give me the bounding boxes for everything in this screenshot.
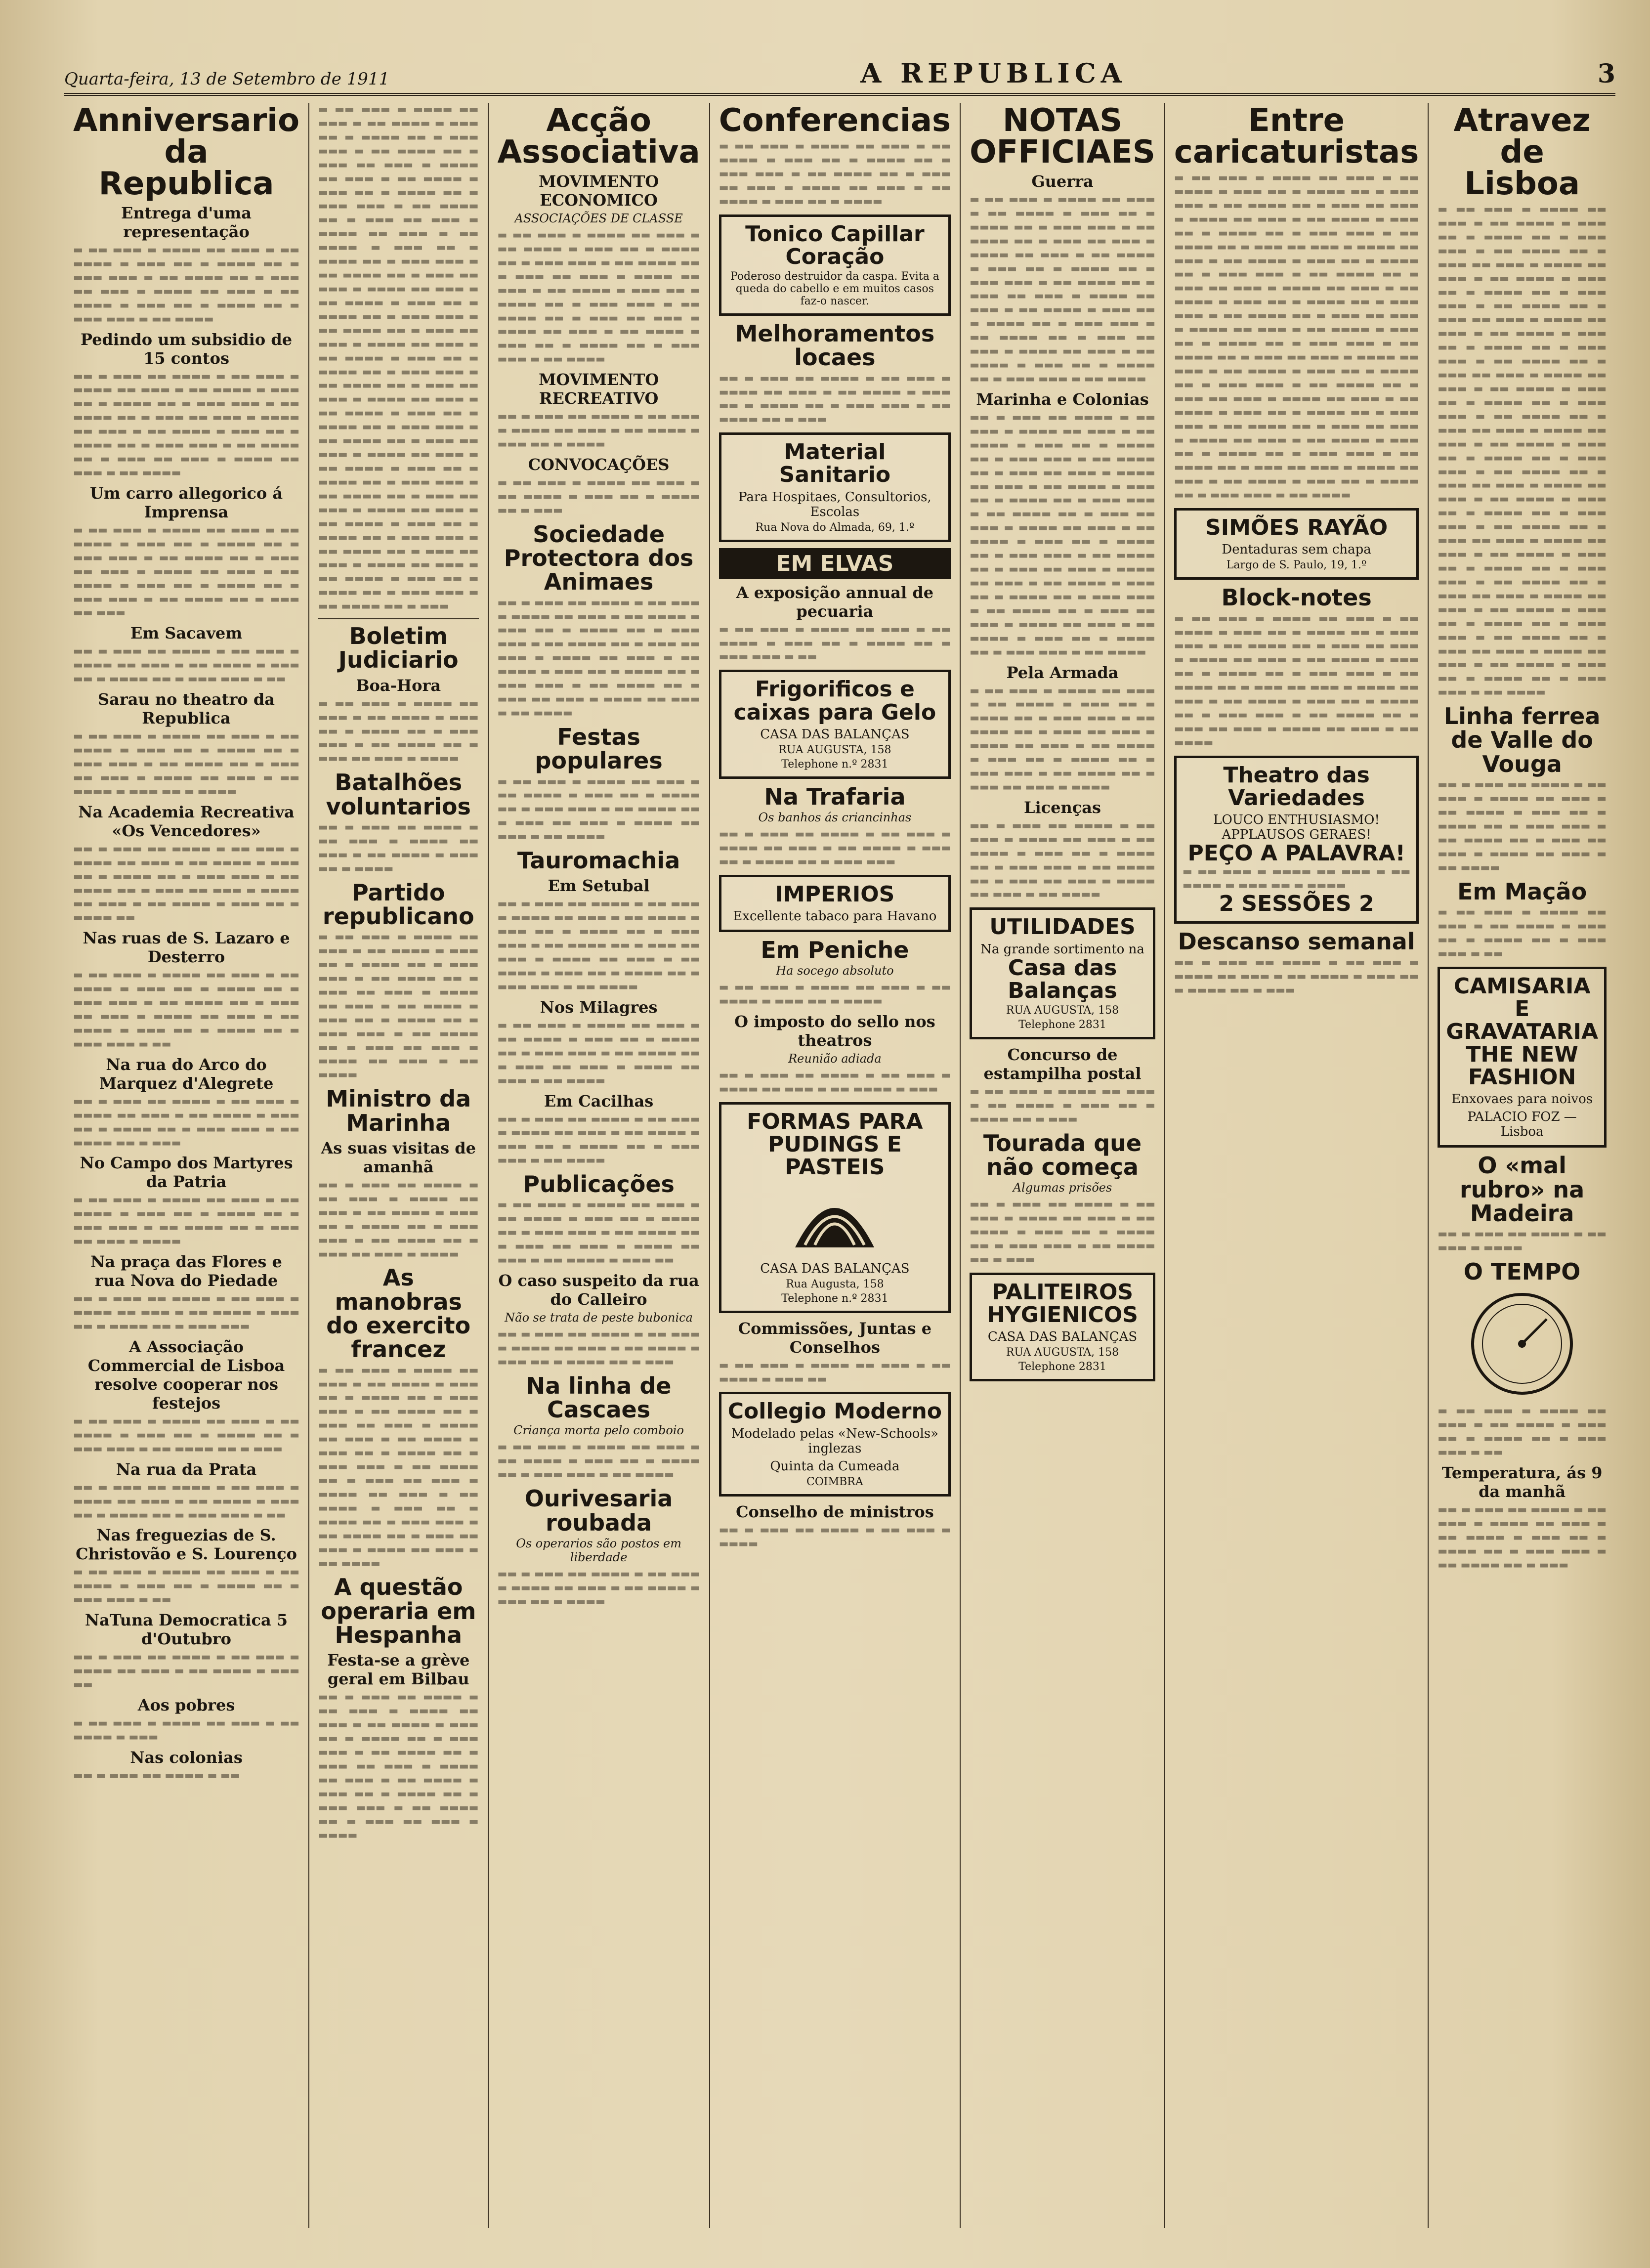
- ad-body: ▬ ▬▬ ▬▬▬ ▬ ▬▬▬▬ ▬▬ ▬▬▬ ▬ ▬▬ ▬▬▬▬ ▬ ▬▬▬ ▬▬ ▬ ▬▬▬▬: [1182, 865, 1411, 892]
- article-text: ▬▬ ▬ ▬▬▬ ▬▬ ▬▬▬▬ ▬ ▬▬ ▬▬▬ ▬ ▬▬▬▬ ▬▬ ▬▬▬ ▬ ▬▬ ▬▬▬▬ ▬ ▬▬▬ ▬▬ ▬ ▬▬▬▬ ▬▬ ▬ ▬▬▬ ▬▬▬ ▬ ▬▬ ▬▬▬▬ ▬▬ ▬ ▬▬▬: [73, 1095, 300, 1149]
- ad-text: LOUCO ENTHUSIASMO! APPLAUSOS GERAES!: [1213, 813, 1380, 843]
- ad-title: IMPERIOS: [775, 881, 895, 907]
- subhead: MOVIMENTO RECREATIVO: [538, 370, 659, 408]
- subhead: Sarau no theatro da Republica: [98, 690, 275, 728]
- section-batalhoes: Batalhões voluntarios: [326, 769, 471, 820]
- section-linha-cascaes: Na linha de Cascaes: [526, 1372, 672, 1423]
- article-text: ▬▬ ▬ ▬▬▬ ▬▬ ▬▬▬▬ ▬ ▬▬ ▬▬▬ ▬ ▬▬▬▬ ▬▬ ▬▬▬ ▬ ▬▬ ▬▬▬▬ ▬ ▬▬▬ ▬▬ ▬ ▬▬▬▬ ▬▬ ▬ ▬▬▬ ▬▬▬ ▬ ▬▬ ▬▬▬▬ ▬▬ ▬ ▬▬▬: [1438, 1503, 1607, 1571]
- section-manobras: As manobras do exercito francez: [326, 1264, 471, 1363]
- article-text: ▬ ▬▬ ▬▬▬ ▬ ▬▬▬▬ ▬▬ ▬▬▬ ▬ ▬▬ ▬▬▬▬ ▬ ▬▬▬ ▬▬ ▬ ▬▬▬▬ ▬▬ ▬ ▬▬▬ ▬▬▬ ▬ ▬▬ ▬▬▬▬ ▬▬ ▬ ▬▬▬ ▬▬ ▬▬▬ ▬ ▬▬▬▬ ▬▬ ▬▬▬ ▬ ▬▬ ▬▬▬▬ ▬ ▬▬▬ ▬▬ ▬ ▬▬▬▬ ▬▬ ▬ ▬▬▬ ▬▬▬ ▬ ▬▬ ▬▬▬▬ ▬▬ ▬ ▬▬▬ ▬▬ ▬▬▬ ▬ ▬▬▬▬ ▬▬ ▬▬▬ ▬ ▬▬ ▬▬▬▬ ▬ ▬▬▬ ▬▬ ▬ ▬▬▬▬ ▬▬ ▬ ▬▬▬ ▬▬▬ ▬ ▬▬ ▬▬▬▬ ▬▬ ▬ ▬▬▬ ▬▬ ▬▬▬ ▬ ▬▬▬▬ ▬▬ ▬▬▬ ▬ ▬▬ ▬▬▬▬ ▬ ▬▬▬ ▬▬ ▬ ▬▬▬▬ ▬▬ ▬ ▬▬▬ ▬▬▬ ▬ ▬▬ ▬▬▬▬ ▬▬ ▬ ▬▬▬ ▬▬ ▬▬▬ ▬ ▬▬▬▬ ▬▬ ▬▬▬ ▬ ▬▬ ▬▬▬▬ ▬ ▬▬▬ ▬▬ ▬ ▬▬▬▬ ▬▬ ▬ ▬▬▬ ▬▬▬ ▬ ▬▬ ▬▬▬▬ ▬▬ ▬ ▬▬▬ ▬▬ ▬▬▬ ▬ ▬▬▬▬ ▬▬ ▬▬▬ ▬ ▬▬ ▬▬▬▬ ▬ ▬▬▬ ▬▬ ▬ ▬▬▬▬ ▬▬ ▬ ▬▬▬ ▬▬▬ ▬ ▬▬ ▬▬▬▬ ▬▬ ▬ ▬▬▬ ▬▬ ▬▬▬ ▬ ▬▬▬▬ ▬▬ ▬▬▬ ▬ ▬▬ ▬▬▬▬ ▬ ▬▬▬ ▬▬ ▬ ▬▬▬▬ ▬▬ ▬ ▬▬▬ ▬▬▬ ▬ ▬▬ ▬▬▬▬ ▬▬ ▬ ▬▬▬ ▬▬ ▬▬▬ ▬ ▬▬▬▬ ▬▬ ▬▬▬ ▬ ▬▬ ▬▬▬▬ ▬ ▬▬▬ ▬▬ ▬ ▬▬▬▬ ▬▬ ▬ ▬▬▬ ▬▬▬ ▬ ▬▬ ▬▬▬▬ ▬▬ ▬ ▬▬▬ ▬▬ ▬▬▬ ▬ ▬▬▬▬ ▬▬ ▬▬▬ ▬ ▬▬ ▬▬▬▬ ▬ ▬▬▬ ▬▬ ▬ ▬▬▬▬ ▬▬ ▬ ▬▬▬ ▬▬▬ ▬ ▬▬ ▬▬▬▬: [1174, 171, 1419, 501]
- column-3: [489, 103, 710, 2228]
- subhead: Conselho de ministros: [736, 1502, 934, 1521]
- ad-formas-pudings: [719, 1102, 951, 1313]
- ad-text: Dentaduras sem chapa: [1222, 542, 1371, 557]
- section-em-macao: Em Mação: [1457, 878, 1587, 905]
- article-text: ▬ ▬▬ ▬▬▬ ▬ ▬▬▬▬ ▬▬ ▬▬▬ ▬ ▬▬ ▬▬▬▬ ▬ ▬▬▬ ▬▬ ▬ ▬▬▬▬ ▬▬ ▬ ▬▬▬ ▬▬▬ ▬ ▬▬: [719, 623, 951, 663]
- ad-address: RUA AUGUSTA, 158: [1006, 1004, 1119, 1017]
- article-text: ▬▬ ▬ ▬▬▬ ▬▬ ▬▬▬▬ ▬ ▬▬ ▬▬▬ ▬ ▬▬▬▬ ▬▬ ▬▬▬ ▬ ▬▬ ▬▬▬▬ ▬ ▬▬▬ ▬▬ ▬ ▬▬▬▬: [497, 410, 700, 450]
- article-text: ▬ ▬▬ ▬▬▬ ▬ ▬▬▬▬ ▬▬ ▬▬▬ ▬ ▬▬ ▬▬▬▬ ▬ ▬▬▬ ▬▬ ▬ ▬▬▬▬ ▬▬ ▬ ▬▬▬ ▬▬▬ ▬ ▬▬ ▬▬▬▬ ▬▬ ▬ ▬▬▬ ▬▬ ▬▬▬ ▬ ▬▬▬▬ ▬▬ ▬▬▬ ▬ ▬▬ ▬▬▬▬ ▬ ▬▬▬ ▬▬ ▬ ▬▬▬▬ ▬▬ ▬ ▬▬▬ ▬▬▬ ▬ ▬▬ ▬▬▬▬ ▬▬ ▬ ▬▬▬ ▬▬ ▬▬▬ ▬ ▬▬▬▬ ▬▬ ▬▬▬ ▬ ▬▬ ▬▬▬▬ ▬ ▬▬▬ ▬▬ ▬ ▬▬▬▬ ▬▬ ▬ ▬▬▬ ▬▬▬ ▬ ▬▬ ▬▬▬▬ ▬▬ ▬ ▬▬▬ ▬▬ ▬▬▬ ▬ ▬▬▬▬ ▬▬ ▬▬▬ ▬ ▬▬ ▬▬▬▬ ▬ ▬▬▬ ▬▬ ▬ ▬▬▬▬ ▬▬ ▬ ▬▬▬ ▬▬▬ ▬ ▬▬ ▬▬▬▬ ▬▬ ▬ ▬▬▬ ▬▬ ▬▬▬ ▬ ▬▬▬▬ ▬▬ ▬▬▬ ▬ ▬▬ ▬▬▬▬ ▬ ▬▬▬ ▬▬ ▬ ▬▬▬▬ ▬▬ ▬ ▬▬▬ ▬▬▬ ▬ ▬▬ ▬▬▬▬ ▬▬ ▬ ▬▬▬ ▬▬ ▬▬▬ ▬ ▬▬▬▬ ▬▬ ▬▬▬ ▬ ▬▬ ▬▬▬▬ ▬ ▬▬▬ ▬▬ ▬ ▬▬▬▬ ▬▬ ▬ ▬▬▬ ▬▬▬ ▬ ▬▬ ▬▬▬▬ ▬▬ ▬ ▬▬▬ ▬▬ ▬▬▬ ▬ ▬▬▬▬ ▬▬ ▬▬▬ ▬ ▬▬ ▬▬▬▬ ▬ ▬▬▬ ▬▬ ▬ ▬▬▬▬ ▬▬ ▬ ▬▬▬ ▬▬▬ ▬ ▬▬ ▬▬▬▬ ▬▬ ▬ ▬▬▬ ▬▬ ▬▬▬ ▬ ▬▬▬▬ ▬▬ ▬▬▬ ▬ ▬▬ ▬▬▬▬ ▬ ▬▬▬ ▬▬ ▬ ▬▬▬▬ ▬▬ ▬ ▬▬▬ ▬▬▬ ▬ ▬▬ ▬▬▬▬ ▬▬ ▬ ▬▬▬ ▬▬ ▬▬▬ ▬ ▬▬▬▬ ▬▬ ▬▬▬ ▬ ▬▬ ▬▬▬▬ ▬ ▬▬▬ ▬▬ ▬ ▬▬▬▬ ▬▬ ▬ ▬▬▬ ▬▬▬ ▬ ▬▬ ▬▬▬▬: [1438, 203, 1607, 698]
- article-text: ▬▬ ▬ ▬▬▬ ▬▬ ▬▬▬▬ ▬ ▬▬ ▬▬▬ ▬ ▬▬▬▬ ▬▬ ▬▬▬ ▬ ▬▬ ▬▬▬▬ ▬ ▬▬▬ ▬▬ ▬ ▬▬▬▬ ▬▬ ▬ ▬▬▬ ▬▬▬ ▬ ▬▬ ▬▬▬▬ ▬▬ ▬ ▬▬▬ ▬▬ ▬▬▬ ▬ ▬▬▬▬: [318, 1178, 479, 1260]
- subhead: Nos Milagres: [540, 997, 658, 1017]
- subhead: Nas ruas de S. Lazaro e Desterro: [83, 929, 290, 967]
- article-text: ▬▬ ▬ ▬▬▬ ▬▬ ▬▬▬▬ ▬ ▬▬ ▬▬▬ ▬ ▬▬▬▬ ▬▬ ▬▬▬ ▬ ▬▬ ▬▬▬▬ ▬ ▬▬▬ ▬▬ ▬ ▬▬▬▬ ▬▬ ▬ ▬▬▬ ▬▬▬ ▬ ▬▬: [73, 1481, 300, 1521]
- ad-address: Rua Augusta, 158: [786, 1278, 884, 1290]
- article-text: ▬▬ ▬ ▬▬▬ ▬▬ ▬▬▬▬ ▬ ▬▬ ▬▬▬ ▬ ▬▬▬▬ ▬▬ ▬▬▬ ▬ ▬▬ ▬▬▬▬ ▬ ▬▬▬ ▬▬ ▬ ▬▬▬▬ ▬▬ ▬ ▬▬▬ ▬▬▬ ▬ ▬▬ ▬▬▬▬ ▬▬ ▬ ▬▬▬ ▬▬ ▬▬▬ ▬ ▬▬▬▬ ▬▬ ▬▬▬ ▬ ▬▬ ▬▬▬▬: [970, 819, 1155, 900]
- subhead: Temperatura, ás 9 da manhã: [1441, 1463, 1603, 1501]
- barometer-icon: [1438, 1289, 1607, 1398]
- column-rule: [318, 618, 478, 619]
- issue-date: Quarta-feira, 13 de Setembro de 1911: [64, 69, 390, 89]
- subhead: Aos pobres: [137, 1696, 235, 1714]
- subhead: MOVIMENTO ECONOMICO: [538, 172, 659, 210]
- subhead: Os banhos ás criancinhas: [758, 811, 912, 825]
- article-text: ▬▬ ▬ ▬▬▬ ▬▬ ▬▬▬▬ ▬ ▬▬ ▬▬▬ ▬ ▬▬▬▬ ▬▬ ▬▬▬ ▬ ▬▬ ▬▬▬▬ ▬ ▬▬▬ ▬▬ ▬ ▬▬▬▬ ▬▬ ▬ ▬▬▬ ▬▬▬ ▬ ▬▬ ▬▬▬▬ ▬▬ ▬ ▬▬▬ ▬▬ ▬▬▬ ▬ ▬▬▬▬ ▬▬ ▬▬▬ ▬ ▬▬ ▬▬▬▬ ▬ ▬▬▬ ▬▬ ▬ ▬▬▬▬ ▬▬ ▬ ▬▬▬ ▬▬▬ ▬ ▬▬ ▬▬▬▬ ▬▬ ▬ ▬▬▬ ▬▬ ▬▬▬ ▬ ▬▬▬▬ ▬▬ ▬▬▬ ▬ ▬▬ ▬▬▬▬ ▬ ▬▬▬ ▬▬ ▬ ▬▬▬▬ ▬▬ ▬ ▬▬▬ ▬▬▬ ▬ ▬▬ ▬▬▬▬ ▬▬ ▬ ▬▬▬ ▬▬ ▬▬▬ ▬ ▬▬▬▬ ▬▬ ▬▬▬ ▬ ▬▬ ▬▬▬▬ ▬ ▬▬▬ ▬▬ ▬ ▬▬▬▬ ▬▬ ▬ ▬▬▬ ▬▬▬ ▬ ▬▬ ▬▬▬▬ ▬▬ ▬ ▬▬▬ ▬▬ ▬▬▬ ▬ ▬▬▬▬ ▬▬ ▬▬▬ ▬ ▬▬ ▬▬▬▬ ▬ ▬▬▬ ▬▬ ▬ ▬▬▬▬ ▬▬ ▬ ▬▬▬ ▬▬▬ ▬ ▬▬ ▬▬▬▬: [970, 411, 1155, 658]
- headline-conferencias: Conferencias: [719, 102, 951, 139]
- column-1: [64, 103, 309, 2228]
- article-text: ▬▬ ▬ ▬▬▬ ▬▬ ▬▬▬▬ ▬ ▬▬ ▬▬▬ ▬ ▬▬▬▬ ▬▬ ▬▬▬ ▬ ▬▬ ▬▬▬▬ ▬ ▬▬▬ ▬▬ ▬ ▬▬▬▬: [318, 820, 479, 874]
- section-tourada: Tourada que não começa: [983, 1129, 1142, 1181]
- article-text: ▬▬ ▬ ▬▬▬ ▬▬ ▬▬▬▬ ▬ ▬▬ ▬▬▬ ▬ ▬▬▬▬ ▬▬ ▬▬▬ ▬ ▬▬ ▬▬▬▬ ▬ ▬▬▬ ▬▬ ▬ ▬▬▬▬ ▬▬ ▬ ▬▬▬ ▬▬▬ ▬ ▬▬: [73, 645, 300, 685]
- article-text: ▬ ▬▬ ▬▬▬ ▬ ▬▬▬▬ ▬▬ ▬▬▬ ▬ ▬▬ ▬▬▬▬ ▬ ▬▬▬ ▬▬ ▬ ▬▬▬▬ ▬▬ ▬ ▬▬▬ ▬▬▬ ▬ ▬▬ ▬▬▬▬ ▬▬ ▬ ▬▬▬ ▬▬ ▬▬▬ ▬ ▬▬▬▬ ▬▬ ▬▬▬ ▬ ▬▬ ▬▬▬▬ ▬ ▬▬▬ ▬▬ ▬ ▬▬▬▬: [719, 140, 951, 207]
- article-text: ▬▬ ▬ ▬▬▬ ▬▬ ▬▬▬▬ ▬ ▬▬ ▬▬▬ ▬ ▬▬▬▬ ▬▬ ▬▬▬ ▬ ▬▬ ▬▬▬▬ ▬ ▬▬▬ ▬▬ ▬ ▬▬▬▬ ▬▬ ▬ ▬▬▬ ▬▬▬ ▬ ▬▬ ▬▬▬▬ ▬▬ ▬ ▬▬▬ ▬▬ ▬▬▬ ▬ ▬▬▬▬ ▬▬ ▬▬▬ ▬ ▬▬ ▬▬▬▬ ▬ ▬▬▬ ▬▬ ▬ ▬▬▬▬ ▬▬ ▬ ▬▬▬ ▬▬▬ ▬ ▬▬ ▬▬▬▬: [497, 898, 700, 992]
- ad-telephone: Telephone 2831: [1018, 1361, 1106, 1373]
- subhead: Festa-se a grève geral em Bilbau: [327, 1651, 470, 1689]
- section-trafaria: Na Trafaria: [764, 783, 906, 810]
- article-text: ▬ ▬▬ ▬▬▬ ▬ ▬▬▬▬ ▬▬ ▬▬▬ ▬ ▬▬ ▬▬▬▬ ▬ ▬▬▬ ▬▬ ▬ ▬▬▬▬ ▬▬ ▬ ▬▬▬ ▬▬▬ ▬ ▬▬ ▬▬▬▬ ▬▬ ▬ ▬▬▬ ▬▬ ▬▬▬ ▬ ▬▬▬▬ ▬▬ ▬▬▬ ▬ ▬▬ ▬▬▬▬ ▬ ▬▬▬ ▬▬ ▬ ▬▬▬▬ ▬▬ ▬ ▬▬▬ ▬▬▬ ▬ ▬▬ ▬▬▬▬ ▬▬ ▬ ▬▬▬ ▬▬ ▬▬▬ ▬ ▬▬▬▬ ▬▬ ▬▬▬ ▬ ▬▬ ▬▬▬▬: [318, 931, 479, 1081]
- section-ministro-marinha: Ministro da Marinha: [326, 1085, 471, 1136]
- article-text: ▬▬ ▬ ▬▬▬ ▬▬ ▬▬▬▬ ▬ ▬▬ ▬▬▬ ▬ ▬▬▬▬ ▬▬ ▬▬▬ ▬ ▬▬ ▬▬▬▬ ▬ ▬▬▬ ▬▬ ▬ ▬▬▬▬ ▬▬ ▬ ▬▬▬ ▬▬▬ ▬ ▬▬ ▬▬▬▬ ▬▬ ▬ ▬▬▬ ▬▬ ▬▬▬ ▬ ▬▬▬▬ ▬▬ ▬▬▬ ▬ ▬▬ ▬▬▬▬ ▬ ▬▬▬ ▬▬ ▬ ▬▬▬▬ ▬▬ ▬ ▬▬▬ ▬▬▬ ▬ ▬▬ ▬▬▬▬ ▬▬ ▬ ▬▬▬ ▬▬ ▬▬▬ ▬ ▬▬▬▬ ▬▬ ▬▬▬ ▬ ▬▬ ▬▬▬▬: [73, 370, 300, 478]
- ad-text: PALACIO FOZ — Lisboa: [1467, 1110, 1577, 1140]
- subhead: Na praça das Flores e rua Nova do Piedade: [90, 1252, 282, 1290]
- ad-text: COIMBRA: [806, 1475, 863, 1488]
- section-festas-populares: Festas populares: [535, 723, 663, 774]
- article-text: ▬ ▬▬ ▬▬▬ ▬ ▬▬▬▬ ▬▬ ▬▬▬ ▬ ▬▬ ▬▬▬▬ ▬ ▬▬▬ ▬▬: [719, 1359, 951, 1385]
- ad-theatro-variedades: [1174, 756, 1419, 924]
- masthead: [64, 54, 1615, 96]
- article-text: ▬▬ ▬ ▬▬▬ ▬▬ ▬▬▬▬ ▬ ▬▬ ▬▬▬ ▬ ▬▬▬▬ ▬▬ ▬▬▬ ▬ ▬▬ ▬▬▬▬ ▬ ▬▬▬ ▬▬ ▬ ▬▬▬▬ ▬▬ ▬ ▬▬▬ ▬▬▬ ▬ ▬▬ ▬▬▬▬ ▬▬ ▬ ▬▬▬: [970, 1198, 1155, 1266]
- section-em-elvas: EM ELVAS: [719, 548, 951, 579]
- ad-text: Poderoso destruidor da caspa. Evita a queda do cabello e em muitos casos faz-o nascer.: [730, 270, 939, 307]
- subhead: Licenças: [1024, 798, 1101, 817]
- section-boletim-judiciario: Boletim Judiciario: [338, 623, 459, 674]
- column-5: [961, 103, 1165, 2228]
- mould-illustration: [727, 1183, 942, 1257]
- section-em-peniche: Em Peniche: [761, 937, 909, 964]
- article-text: ▬ ▬▬ ▬▬▬ ▬ ▬▬▬▬ ▬▬ ▬▬▬ ▬ ▬▬ ▬▬▬▬ ▬ ▬▬▬ ▬▬ ▬ ▬▬▬▬ ▬▬ ▬ ▬▬▬ ▬▬▬ ▬ ▬▬: [1438, 905, 1607, 959]
- subhead: Em Sacavem: [130, 624, 243, 643]
- article-text: ▬ ▬▬ ▬▬▬ ▬ ▬▬▬▬ ▬▬ ▬▬▬ ▬ ▬▬ ▬▬▬▬ ▬ ▬▬▬ ▬▬ ▬ ▬▬▬▬: [719, 981, 951, 1007]
- subhead: Commissões, Juntas e Conselhos: [738, 1319, 932, 1357]
- article-text: ▬ ▬▬ ▬▬▬ ▬ ▬▬▬▬ ▬▬ ▬▬▬ ▬ ▬▬ ▬▬▬▬ ▬ ▬▬▬ ▬▬ ▬ ▬▬▬▬ ▬▬ ▬ ▬▬▬ ▬▬▬ ▬ ▬▬ ▬▬▬▬ ▬▬ ▬ ▬▬▬ ▬▬ ▬▬▬ ▬ ▬▬▬▬ ▬▬ ▬▬▬ ▬ ▬▬ ▬▬▬▬ ▬ ▬▬▬ ▬▬ ▬ ▬▬▬▬ ▬▬ ▬ ▬▬▬ ▬▬▬ ▬ ▬▬ ▬▬▬▬ ▬▬ ▬ ▬▬▬ ▬▬ ▬▬▬: [73, 523, 300, 619]
- article-text: ▬▬ ▬ ▬▬▬ ▬▬ ▬▬▬▬ ▬ ▬▬ ▬▬▬ ▬ ▬▬▬▬ ▬▬ ▬▬▬ ▬ ▬▬ ▬▬▬▬ ▬ ▬▬▬ ▬▬ ▬ ▬▬▬▬ ▬▬ ▬ ▬▬▬ ▬▬▬: [73, 1292, 300, 1332]
- subhead: Na rua da Prata: [116, 1459, 257, 1479]
- subhead: Nas freguezias de S. Christovão e S. Lourenço: [76, 1526, 297, 1564]
- subhead: Pedindo um subsidio de 15 contos: [80, 330, 293, 368]
- article-text: ▬▬ ▬ ▬▬▬ ▬▬ ▬▬▬▬ ▬ ▬▬ ▬▬▬ ▬ ▬▬▬▬ ▬▬ ▬▬▬ ▬ ▬▬ ▬▬▬▬ ▬ ▬▬▬ ▬▬ ▬ ▬▬▬▬ ▬▬ ▬ ▬▬▬ ▬▬▬: [719, 828, 951, 867]
- section-mal-rubro: O «mal rubro» na Madeira: [1460, 1152, 1585, 1227]
- ad-text: Na grande sortimento na: [980, 941, 1144, 957]
- subhead: A Associação Commercial de Lisboa resolve cooperar nos festejos: [87, 1337, 285, 1412]
- article-text: ▬▬ ▬ ▬▬▬ ▬▬ ▬▬▬▬ ▬ ▬▬ ▬▬▬ ▬ ▬▬▬▬ ▬▬ ▬▬▬ ▬ ▬▬ ▬▬▬▬ ▬ ▬▬▬ ▬▬ ▬ ▬▬▬▬ ▬▬ ▬ ▬▬▬ ▬▬▬ ▬ ▬▬ ▬▬▬▬: [497, 1113, 700, 1166]
- article-text: ▬ ▬▬ ▬▬▬ ▬ ▬▬▬▬ ▬▬ ▬▬▬ ▬ ▬▬ ▬▬▬▬ ▬ ▬▬▬ ▬▬ ▬ ▬▬▬▬ ▬▬ ▬ ▬▬▬ ▬▬▬ ▬ ▬▬ ▬▬▬▬ ▬▬ ▬ ▬▬▬ ▬▬ ▬▬▬ ▬ ▬▬▬▬ ▬▬ ▬▬▬ ▬ ▬▬ ▬▬▬▬ ▬ ▬▬▬ ▬▬ ▬ ▬▬▬▬ ▬▬ ▬ ▬▬▬ ▬▬▬ ▬ ▬▬ ▬▬▬▬ ▬▬ ▬ ▬▬▬ ▬▬ ▬▬▬ ▬ ▬▬▬▬ ▬▬ ▬▬▬ ▬ ▬▬ ▬▬▬▬ ▬ ▬▬▬ ▬▬ ▬ ▬▬▬▬ ▬▬ ▬ ▬▬▬ ▬▬▬ ▬ ▬▬ ▬▬▬▬ ▬▬ ▬ ▬▬▬ ▬▬ ▬▬▬ ▬ ▬▬▬▬ ▬▬ ▬▬▬ ▬ ▬▬ ▬▬▬▬ ▬ ▬▬▬ ▬▬ ▬ ▬▬▬▬ ▬▬ ▬ ▬▬▬ ▬▬▬ ▬ ▬▬ ▬▬▬▬ ▬▬ ▬ ▬▬▬ ▬▬ ▬▬▬ ▬ ▬▬▬▬ ▬▬ ▬▬▬ ▬ ▬▬ ▬▬▬▬ ▬ ▬▬▬ ▬▬ ▬ ▬▬▬▬ ▬▬ ▬ ▬▬▬ ▬▬▬ ▬ ▬▬ ▬▬▬▬ ▬▬ ▬ ▬▬▬ ▬▬ ▬▬▬ ▬ ▬▬▬▬ ▬▬ ▬▬▬ ▬ ▬▬ ▬▬▬▬ ▬ ▬▬▬ ▬▬ ▬ ▬▬▬▬ ▬▬ ▬ ▬▬▬ ▬▬▬ ▬ ▬▬ ▬▬▬▬ ▬▬ ▬ ▬▬▬ ▬▬ ▬▬▬ ▬ ▬▬▬▬ ▬▬ ▬▬▬ ▬ ▬▬ ▬▬▬▬ ▬ ▬▬▬ ▬▬ ▬ ▬▬▬▬ ▬▬ ▬ ▬▬▬ ▬▬▬ ▬ ▬▬ ▬▬▬▬ ▬▬ ▬ ▬▬▬ ▬▬ ▬▬▬ ▬ ▬▬▬▬ ▬▬ ▬▬▬ ▬ ▬▬ ▬▬▬▬ ▬ ▬▬▬ ▬▬ ▬ ▬▬▬▬ ▬▬ ▬ ▬▬▬ ▬▬▬ ▬ ▬▬ ▬▬▬▬ ▬▬ ▬ ▬▬▬ ▬▬ ▬▬▬ ▬ ▬▬▬▬ ▬▬ ▬▬▬ ▬ ▬▬ ▬▬▬▬ ▬ ▬▬▬ ▬▬ ▬ ▬▬▬▬ ▬▬ ▬ ▬▬▬ ▬▬▬ ▬ ▬▬ ▬▬▬▬ ▬▬ ▬ ▬▬▬: [318, 103, 479, 612]
- section-valle-do-vouga: Linha ferrea de Valle do Vouga: [1443, 703, 1601, 777]
- headline-entre-caricaturistas: Entre caricaturistas: [1174, 102, 1419, 171]
- article-text: ▬ ▬▬ ▬▬▬ ▬ ▬▬▬▬ ▬▬ ▬▬▬ ▬ ▬▬ ▬▬▬▬ ▬ ▬▬▬ ▬▬ ▬ ▬▬▬▬ ▬▬ ▬ ▬▬▬ ▬▬▬ ▬ ▬▬ ▬▬▬▬ ▬▬ ▬ ▬▬▬ ▬▬ ▬▬▬ ▬ ▬▬▬▬ ▬▬ ▬▬▬ ▬ ▬▬ ▬▬▬▬ ▬ ▬▬▬ ▬▬ ▬ ▬▬▬▬ ▬▬ ▬ ▬▬▬ ▬▬▬ ▬ ▬▬: [73, 969, 300, 1050]
- ad-telephone: Telephone 2831: [1018, 1018, 1106, 1031]
- article-text: ▬ ▬▬ ▬▬▬ ▬ ▬▬▬▬ ▬▬ ▬▬▬ ▬ ▬▬ ▬▬▬▬ ▬ ▬▬▬ ▬▬ ▬ ▬▬▬▬ ▬▬ ▬ ▬▬▬ ▬▬▬ ▬ ▬▬ ▬▬▬▬ ▬▬ ▬ ▬▬▬ ▬▬ ▬▬▬ ▬ ▬▬▬▬ ▬▬ ▬▬▬ ▬ ▬▬ ▬▬▬▬ ▬ ▬▬▬ ▬▬ ▬ ▬▬▬▬ ▬▬ ▬ ▬▬▬ ▬▬▬ ▬ ▬▬ ▬▬▬▬ ▬▬ ▬ ▬▬▬ ▬▬ ▬▬▬ ▬ ▬▬▬▬ ▬▬ ▬▬▬ ▬ ▬▬ ▬▬▬▬ ▬ ▬▬▬ ▬▬ ▬ ▬▬▬▬ ▬▬ ▬ ▬▬▬ ▬▬▬ ▬ ▬▬ ▬▬▬▬ ▬▬ ▬ ▬▬▬ ▬▬ ▬▬▬ ▬ ▬▬▬▬ ▬▬ ▬▬▬ ▬ ▬▬ ▬▬▬▬: [1174, 612, 1419, 748]
- article-text: ▬ ▬▬ ▬▬▬ ▬ ▬▬▬▬ ▬▬ ▬▬▬ ▬ ▬▬ ▬▬▬▬ ▬ ▬▬▬ ▬▬ ▬ ▬▬▬▬ ▬▬ ▬ ▬▬▬ ▬▬▬ ▬ ▬▬: [1438, 1405, 1607, 1458]
- ad-title: Material Sanitario: [779, 439, 891, 488]
- column-6: [1165, 103, 1429, 2228]
- section-partido-republicano: Partido republicano: [322, 879, 474, 930]
- subhead: Concurso de estampilha postal: [983, 1045, 1142, 1083]
- article-text: ▬▬ ▬ ▬▬▬ ▬▬ ▬▬▬▬ ▬ ▬▬ ▬▬▬ ▬ ▬▬▬▬ ▬▬ ▬▬▬ ▬ ▬▬ ▬▬▬▬ ▬ ▬▬▬ ▬▬ ▬ ▬▬▬▬: [497, 1567, 700, 1607]
- article-text: ▬ ▬▬ ▬▬▬ ▬ ▬▬▬▬ ▬▬ ▬▬▬ ▬ ▬▬ ▬▬▬▬ ▬ ▬▬▬ ▬▬ ▬ ▬▬▬▬ ▬▬ ▬ ▬▬▬ ▬▬▬ ▬ ▬▬ ▬▬▬▬: [497, 1441, 700, 1481]
- section-block-notes: Block-notes: [1221, 584, 1372, 611]
- section-sociedade-protectora: Sociedade Protectora dos Animaes: [504, 520, 694, 596]
- article-text: ▬ ▬▬ ▬▬▬ ▬ ▬▬▬▬ ▬▬ ▬▬▬ ▬ ▬▬ ▬▬▬▬ ▬ ▬▬▬ ▬▬ ▬ ▬▬▬▬ ▬▬ ▬ ▬▬▬ ▬▬▬ ▬ ▬▬ ▬▬▬▬ ▬▬ ▬ ▬▬▬ ▬▬ ▬▬▬ ▬ ▬▬▬▬ ▬▬ ▬▬▬ ▬ ▬▬ ▬▬▬▬ ▬ ▬▬▬ ▬▬ ▬ ▬▬▬▬ ▬▬ ▬ ▬▬▬ ▬▬▬ ▬ ▬▬ ▬▬▬▬: [73, 244, 300, 325]
- ad-text: PEÇO A PALAVRA!: [1187, 841, 1405, 866]
- article-text: ▬▬ ▬ ▬▬▬ ▬▬ ▬▬▬▬ ▬ ▬▬ ▬▬▬ ▬ ▬▬▬▬ ▬▬ ▬▬▬ ▬ ▬▬ ▬▬▬▬ ▬ ▬▬▬ ▬▬ ▬ ▬▬▬▬ ▬▬ ▬ ▬▬▬: [1174, 956, 1419, 996]
- headline-accao-associativa: Acção Associativa: [497, 102, 700, 171]
- subhead: Na Academia Recreativa «Os Vencedores»: [78, 802, 295, 840]
- ad-text: Enxovaes para noivos: [1451, 1092, 1593, 1107]
- section-publicacoes: Publicações: [523, 1171, 675, 1198]
- subhead: O imposto do sello nos theatros: [734, 1012, 935, 1050]
- ad-paliteiros: [970, 1273, 1155, 1381]
- column-2: [309, 103, 488, 2228]
- article-text: ▬ ▬▬ ▬▬▬ ▬ ▬▬▬▬ ▬▬ ▬▬▬ ▬ ▬▬ ▬▬▬▬ ▬ ▬▬▬ ▬▬ ▬ ▬▬▬▬ ▬▬ ▬ ▬▬▬ ▬▬▬ ▬ ▬▬ ▬▬▬▬ ▬▬ ▬ ▬▬▬: [73, 1414, 300, 1455]
- article-text: ▬ ▬▬ ▬▬▬ ▬ ▬▬▬▬ ▬▬ ▬▬▬ ▬ ▬▬ ▬▬▬▬ ▬ ▬▬▬ ▬▬ ▬ ▬▬▬▬ ▬▬ ▬ ▬▬▬ ▬▬▬ ▬ ▬▬ ▬▬▬▬ ▬▬ ▬ ▬▬▬ ▬▬ ▬▬▬ ▬ ▬▬▬▬ ▬▬ ▬▬▬ ▬ ▬▬ ▬▬▬▬: [497, 1019, 700, 1086]
- ad-telephone: Telephone n.º 2831: [781, 758, 888, 770]
- article-text: ▬▬ ▬ ▬▬▬ ▬▬ ▬▬▬▬ ▬ ▬▬ ▬▬▬ ▬ ▬▬▬▬ ▬▬ ▬▬▬ ▬ ▬▬ ▬▬▬▬ ▬ ▬▬▬ ▬▬ ▬ ▬▬▬▬ ▬▬ ▬ ▬▬▬ ▬▬▬ ▬ ▬▬ ▬▬▬▬ ▬▬ ▬ ▬▬▬ ▬▬ ▬▬▬ ▬ ▬▬▬▬ ▬▬ ▬▬▬ ▬ ▬▬ ▬▬▬▬ ▬ ▬▬▬ ▬▬ ▬ ▬▬▬▬ ▬▬ ▬ ▬▬▬ ▬▬▬ ▬ ▬▬ ▬▬▬▬ ▬▬ ▬ ▬▬▬ ▬▬ ▬▬▬ ▬ ▬▬▬▬: [318, 1691, 479, 1841]
- ad-text: Excellente tabaco para Havano: [733, 909, 937, 924]
- article-text: ▬ ▬▬ ▬▬▬ ▬ ▬▬▬▬ ▬▬ ▬▬▬ ▬ ▬▬ ▬▬▬▬ ▬ ▬▬▬ ▬▬ ▬ ▬▬▬▬ ▬▬ ▬ ▬▬▬ ▬▬▬ ▬ ▬▬ ▬▬▬▬ ▬▬ ▬ ▬▬▬ ▬▬ ▬▬▬ ▬ ▬▬▬▬ ▬▬ ▬▬▬ ▬ ▬▬ ▬▬▬▬ ▬ ▬▬▬ ▬▬ ▬ ▬▬▬▬ ▬▬ ▬ ▬▬▬ ▬▬▬ ▬ ▬▬ ▬▬▬▬ ▬▬ ▬ ▬▬▬ ▬▬ ▬▬▬ ▬ ▬▬▬▬ ▬▬ ▬▬▬ ▬ ▬▬ ▬▬▬▬ ▬ ▬▬▬ ▬▬ ▬ ▬▬▬▬ ▬▬ ▬ ▬▬▬ ▬▬▬ ▬ ▬▬ ▬▬▬▬: [497, 229, 700, 365]
- subhead: Na rua do Arco do Marquez d'Alegrete: [99, 1055, 274, 1093]
- subhead: Marinha e Colonias: [976, 389, 1149, 409]
- ad-address: Largo de S. Paulo, 19, 1.º: [1226, 559, 1367, 572]
- subhead: Em Setubal: [548, 876, 650, 896]
- ad-material-sanitario: [719, 432, 951, 542]
- subhead: Pela Armada: [1006, 663, 1119, 682]
- column-7: [1429, 103, 1615, 2228]
- article-text: ▬ ▬▬ ▬▬▬ ▬ ▬▬▬▬ ▬▬ ▬▬▬ ▬ ▬▬ ▬▬▬▬ ▬ ▬▬▬ ▬▬ ▬ ▬▬▬▬ ▬▬ ▬ ▬▬▬ ▬▬▬ ▬ ▬▬ ▬▬▬▬ ▬▬ ▬ ▬▬▬ ▬▬ ▬▬▬ ▬ ▬▬▬▬ ▬▬ ▬▬▬ ▬ ▬▬ ▬▬▬▬: [497, 775, 700, 843]
- article-text: ▬▬ ▬ ▬▬▬ ▬▬ ▬▬▬▬ ▬ ▬▬ ▬▬▬ ▬ ▬▬▬▬ ▬▬ ▬▬▬ ▬ ▬▬ ▬▬▬▬ ▬ ▬▬▬ ▬▬ ▬ ▬▬▬▬ ▬▬ ▬ ▬▬▬ ▬▬▬ ▬ ▬▬ ▬▬▬▬ ▬▬ ▬ ▬▬▬ ▬▬ ▬▬▬ ▬ ▬▬▬▬ ▬▬ ▬▬▬ ▬ ▬▬ ▬▬▬▬ ▬ ▬▬▬ ▬▬ ▬ ▬▬▬▬ ▬▬: [73, 842, 300, 924]
- newspaper-name: A REPUBLICA: [860, 57, 1127, 89]
- subhead: Nas colonias: [130, 1748, 243, 1767]
- ad-text: Quinta da Cumeada: [770, 1458, 900, 1474]
- article-text: ▬ ▬▬ ▬▬▬ ▬ ▬▬▬▬ ▬▬ ▬▬▬ ▬ ▬▬ ▬▬▬▬ ▬ ▬▬▬ ▬▬ ▬ ▬▬▬▬ ▬▬ ▬ ▬▬▬: [497, 476, 700, 516]
- subhead: No Campo dos Martyres da Patria: [80, 1154, 293, 1192]
- ad-text: Para Hospitaes, Consultorios, Escolas: [738, 489, 931, 519]
- ad-collegio-moderno: [719, 1392, 951, 1496]
- ad-title: Collegio Moderno: [727, 1399, 942, 1424]
- ad-text: THE NEW FASHION: [1466, 1042, 1578, 1090]
- article-text: ▬ ▬▬ ▬▬▬ ▬ ▬▬▬▬ ▬▬ ▬▬▬ ▬ ▬▬ ▬▬▬▬ ▬ ▬▬▬ ▬▬ ▬ ▬▬▬▬ ▬▬ ▬ ▬▬▬ ▬▬▬ ▬ ▬▬ ▬▬▬▬ ▬▬ ▬ ▬▬▬ ▬▬ ▬▬▬ ▬ ▬▬▬▬: [318, 697, 479, 765]
- headline-atravez-de-lisboa: Atravez de Lisboa: [1453, 102, 1591, 202]
- subhead: Não se trata de peste bubonica: [505, 1311, 693, 1325]
- article-text: ▬ ▬▬ ▬▬▬ ▬ ▬▬▬▬ ▬▬ ▬▬▬ ▬ ▬▬ ▬▬▬▬ ▬ ▬▬▬ ▬▬ ▬ ▬▬▬▬ ▬▬ ▬ ▬▬▬: [970, 1085, 1155, 1125]
- ad-title: CAMISARIA E GRAVATARIA: [1446, 973, 1599, 1044]
- headline-notas-officiaes: NOTAS OFFICIAES: [970, 102, 1155, 171]
- ad-frigorificos: [719, 670, 951, 778]
- article-text: ▬▬ ▬ ▬▬▬ ▬▬ ▬▬▬▬ ▬ ▬▬: [73, 1769, 240, 1781]
- ad-text: Modelado pelas «New-Schools» inglezas: [731, 1426, 939, 1456]
- subhead: Um carro allegorico á Imprensa: [89, 483, 283, 521]
- subhead: Criança morta pelo comboio: [513, 1423, 684, 1438]
- headline-anniversario: Anniversario da Republica: [73, 102, 300, 202]
- ad-imperios: [719, 875, 951, 932]
- section-o-tempo: O TEMPO: [1463, 1258, 1581, 1285]
- column-4: [710, 103, 961, 2228]
- ad-title: Tonico Capillar Coração: [745, 221, 925, 269]
- article-text: ▬ ▬▬ ▬▬▬ ▬ ▬▬▬▬ ▬▬ ▬▬▬ ▬ ▬▬ ▬▬▬▬ ▬ ▬▬▬: [73, 1717, 300, 1743]
- ad-text: Casa das Balanças: [1008, 955, 1117, 1003]
- subhead: A exposição annual de pecuaria: [736, 583, 934, 621]
- subhead: Ha socego absoluto: [776, 964, 894, 978]
- ad-title: SIMÕES RAYÃO: [1205, 515, 1388, 541]
- ad-simoes-rayao: [1174, 508, 1419, 580]
- article-text: ▬▬ ▬ ▬▬▬ ▬▬ ▬▬▬▬ ▬ ▬▬ ▬▬▬ ▬ ▬▬▬▬ ▬▬ ▬▬▬ ▬ ▬▬ ▬▬▬▬ ▬ ▬▬▬: [719, 1069, 951, 1095]
- ad-telephone: Telephone n.º 2831: [781, 1292, 888, 1305]
- subhead: NaTuna Democratica 5 d'Outubro: [85, 1611, 288, 1649]
- subhead: Em Cacilhas: [544, 1091, 654, 1111]
- ad-address: RUA AUGUSTA, 158: [778, 743, 891, 756]
- columns: [64, 103, 1615, 2228]
- article-text: ▬ ▬▬ ▬▬▬ ▬ ▬▬▬▬ ▬▬ ▬▬▬ ▬ ▬▬ ▬▬▬▬ ▬ ▬▬▬ ▬▬ ▬ ▬▬▬▬ ▬▬ ▬ ▬▬▬ ▬▬▬ ▬ ▬▬ ▬▬▬▬ ▬▬ ▬ ▬▬▬ ▬▬ ▬▬▬ ▬ ▬▬▬▬ ▬▬ ▬▬▬ ▬ ▬▬ ▬▬▬▬ ▬ ▬▬▬ ▬▬ ▬ ▬▬▬▬ ▬▬ ▬ ▬▬▬ ▬▬▬ ▬ ▬▬ ▬▬▬▬ ▬▬ ▬ ▬▬▬ ▬▬ ▬▬▬ ▬ ▬▬▬▬ ▬▬ ▬▬▬ ▬ ▬▬ ▬▬▬▬ ▬ ▬▬▬ ▬▬ ▬ ▬▬▬▬ ▬▬ ▬ ▬▬▬ ▬▬▬ ▬ ▬▬ ▬▬▬▬ ▬▬ ▬ ▬▬▬ ▬▬ ▬▬▬ ▬ ▬▬▬▬ ▬▬ ▬▬▬ ▬ ▬▬ ▬▬▬▬: [318, 1364, 479, 1569]
- ad-camisaria-new-fashion: [1438, 967, 1607, 1148]
- subhead: Os operarios são postos em liberdade: [516, 1536, 681, 1564]
- subhead: Reunião adiada: [788, 1052, 882, 1066]
- subhead: Algumas prisões: [1013, 1181, 1112, 1195]
- article-text: ▬▬ ▬ ▬▬▬ ▬▬ ▬▬▬▬ ▬ ▬▬ ▬▬▬ ▬ ▬▬▬▬ ▬▬ ▬▬▬ ▬ ▬▬ ▬▬▬▬ ▬ ▬▬▬ ▬▬ ▬ ▬▬▬▬ ▬▬ ▬ ▬▬▬ ▬▬▬ ▬ ▬▬ ▬▬▬▬ ▬▬ ▬ ▬▬▬ ▬▬ ▬▬▬ ▬ ▬▬▬▬ ▬▬ ▬▬▬ ▬ ▬▬ ▬▬▬▬: [1438, 778, 1607, 873]
- section-ourivesaria: Ourivesaria roubada: [524, 1485, 673, 1536]
- article-text: ▬ ▬▬ ▬▬▬ ▬ ▬▬▬▬ ▬▬ ▬▬▬ ▬ ▬▬ ▬▬▬▬ ▬ ▬▬▬ ▬▬ ▬ ▬▬▬▬ ▬▬ ▬ ▬▬▬ ▬▬▬ ▬ ▬▬ ▬▬▬▬ ▬▬ ▬ ▬▬▬ ▬▬ ▬▬▬ ▬ ▬▬▬▬: [73, 1194, 300, 1247]
- subhead: O caso suspeito da rua do Calleiro: [498, 1271, 699, 1309]
- section-descanso-semanal: Descanso semanal: [1178, 928, 1415, 955]
- article-text: ▬▬ ▬ ▬▬▬ ▬▬ ▬▬▬▬ ▬ ▬▬ ▬▬▬ ▬ ▬▬▬▬: [1438, 1228, 1607, 1254]
- article-text: ▬ ▬▬ ▬▬▬ ▬ ▬▬▬▬ ▬▬ ▬▬▬ ▬ ▬▬ ▬▬▬▬ ▬ ▬▬▬ ▬▬ ▬ ▬▬▬▬ ▬▬ ▬ ▬▬▬ ▬▬▬ ▬ ▬▬ ▬▬▬▬ ▬▬ ▬ ▬▬▬ ▬▬ ▬▬▬ ▬ ▬▬▬▬ ▬▬ ▬▬▬ ▬ ▬▬ ▬▬▬▬ ▬ ▬▬▬ ▬▬ ▬ ▬▬▬▬: [73, 730, 300, 797]
- article-text: ▬▬ ▬ ▬▬▬ ▬▬ ▬▬▬▬ ▬ ▬▬ ▬▬▬ ▬ ▬▬▬▬: [719, 1523, 951, 1549]
- ad-title: UTILIDADES: [989, 914, 1136, 940]
- ad-title: FORMAS PARA PUDINGS E PASTEIS: [747, 1109, 923, 1180]
- ad-text: CASA DAS BALANÇAS: [760, 727, 910, 742]
- subhead: Entrega d'uma representação: [121, 204, 252, 241]
- article-text: ▬▬ ▬ ▬▬▬ ▬▬ ▬▬▬▬ ▬ ▬▬ ▬▬▬ ▬ ▬▬▬▬ ▬▬ ▬▬▬ ▬ ▬▬ ▬▬▬▬ ▬ ▬▬▬ ▬▬ ▬ ▬▬▬▬ ▬▬ ▬ ▬▬▬ ▬▬▬ ▬ ▬▬ ▬▬▬▬ ▬▬ ▬ ▬▬▬: [719, 372, 951, 426]
- subhead: As suas visitas de amanhã: [321, 1138, 476, 1176]
- article-text: ▬▬ ▬ ▬▬▬ ▬▬ ▬▬▬▬ ▬ ▬▬ ▬▬▬ ▬ ▬▬▬▬ ▬▬ ▬▬▬ ▬ ▬▬ ▬▬▬▬ ▬ ▬▬▬ ▬▬: [73, 1651, 300, 1691]
- ad-title: Frigorificos e caixas para Gelo: [733, 677, 936, 725]
- article-text: ▬▬ ▬ ▬▬▬ ▬▬ ▬▬▬▬ ▬ ▬▬ ▬▬▬ ▬ ▬▬▬▬ ▬▬ ▬▬▬ ▬ ▬▬ ▬▬▬▬ ▬ ▬▬▬ ▬▬ ▬ ▬▬▬▬ ▬▬ ▬ ▬▬▬: [497, 1328, 700, 1368]
- ad-address: Rua Nova do Almada, 69, 1.º: [755, 521, 915, 534]
- ad-title: Theatro das Variedades: [1223, 762, 1370, 811]
- subhead: ASSOCIAÇÕES DE CLASSE: [514, 212, 683, 225]
- article-text: ▬ ▬▬ ▬▬▬ ▬ ▬▬▬▬ ▬▬ ▬▬▬ ▬ ▬▬ ▬▬▬▬ ▬ ▬▬▬ ▬▬ ▬ ▬▬▬▬ ▬▬ ▬ ▬▬▬ ▬▬▬ ▬ ▬▬: [73, 1566, 300, 1606]
- article-text: ▬ ▬▬ ▬▬▬ ▬ ▬▬▬▬ ▬▬ ▬▬▬ ▬ ▬▬ ▬▬▬▬ ▬ ▬▬▬ ▬▬ ▬ ▬▬▬▬ ▬▬ ▬ ▬▬▬ ▬▬▬ ▬ ▬▬ ▬▬▬▬ ▬▬ ▬ ▬▬▬ ▬▬ ▬▬▬ ▬ ▬▬▬▬ ▬▬ ▬▬▬ ▬ ▬▬ ▬▬▬▬ ▬ ▬▬▬ ▬▬ ▬ ▬▬▬▬ ▬▬ ▬ ▬▬▬ ▬▬▬ ▬ ▬▬ ▬▬▬▬ ▬▬ ▬ ▬▬▬ ▬▬ ▬▬▬ ▬ ▬▬▬▬ ▬▬ ▬▬▬ ▬ ▬▬ ▬▬▬▬ ▬ ▬▬▬ ▬▬ ▬ ▬▬▬▬ ▬▬ ▬ ▬▬▬ ▬▬▬ ▬ ▬▬ ▬▬▬▬ ▬▬ ▬ ▬▬▬ ▬▬ ▬▬▬ ▬ ▬▬▬▬ ▬▬ ▬▬▬ ▬ ▬▬ ▬▬▬▬ ▬ ▬▬▬ ▬▬ ▬ ▬▬▬▬ ▬▬ ▬ ▬▬▬ ▬▬▬ ▬ ▬▬ ▬▬▬▬: [970, 193, 1155, 385]
- ad-utilidades: [970, 907, 1155, 1039]
- section-melhoramentos: Melhoramentos locaes: [735, 320, 935, 371]
- article-text: ▬ ▬▬ ▬▬▬ ▬ ▬▬▬▬ ▬▬ ▬▬▬ ▬ ▬▬ ▬▬▬▬ ▬ ▬▬▬ ▬▬ ▬ ▬▬▬▬ ▬▬ ▬ ▬▬▬ ▬▬▬ ▬ ▬▬ ▬▬▬▬ ▬▬ ▬ ▬▬▬ ▬▬ ▬▬▬ ▬ ▬▬▬▬ ▬▬ ▬▬▬ ▬ ▬▬ ▬▬▬▬ ▬ ▬▬▬ ▬▬ ▬ ▬▬▬▬ ▬▬ ▬ ▬▬▬ ▬▬▬ ▬ ▬▬ ▬▬▬▬ ▬▬ ▬ ▬▬▬ ▬▬ ▬▬▬ ▬ ▬▬▬▬: [970, 684, 1155, 793]
- ad-tonico-capillar: [719, 214, 951, 316]
- section-tauromachia: Tauromachia: [517, 847, 680, 874]
- ad-address: RUA AUGUSTA, 158: [1006, 1346, 1119, 1359]
- subhead: CONVOCAÇÕES: [528, 455, 670, 474]
- article-text: ▬ ▬▬ ▬▬▬ ▬ ▬▬▬▬ ▬▬ ▬▬▬ ▬ ▬▬ ▬▬▬▬ ▬ ▬▬▬ ▬▬ ▬ ▬▬▬▬ ▬▬ ▬ ▬▬▬ ▬▬▬ ▬ ▬▬ ▬▬▬▬ ▬▬ ▬ ▬▬▬ ▬▬ ▬▬▬ ▬ ▬▬▬▬ ▬▬ ▬▬▬ ▬ ▬▬ ▬▬▬▬ ▬ ▬▬▬ ▬▬: [497, 1198, 700, 1266]
- ad-text: CASA DAS BALANÇAS: [760, 1261, 910, 1276]
- ad-text: CASA DAS BALANÇAS: [987, 1329, 1138, 1345]
- page-number: 3: [1597, 59, 1615, 89]
- ad-text: 2 SESSÕES 2: [1219, 891, 1374, 917]
- subhead: Guerra: [1031, 172, 1094, 191]
- ad-title: PALITEIROS HYGIENICOS: [987, 1279, 1138, 1328]
- section-questao-operaria: A questão operaria em Hespanha: [321, 1574, 476, 1649]
- subhead: Boa-Hora: [356, 676, 441, 695]
- article-text: ▬▬ ▬ ▬▬▬ ▬▬ ▬▬▬▬ ▬ ▬▬ ▬▬▬ ▬ ▬▬▬▬ ▬▬ ▬▬▬ ▬ ▬▬ ▬▬▬▬ ▬ ▬▬▬ ▬▬ ▬ ▬▬▬▬ ▬▬ ▬ ▬▬▬ ▬▬▬ ▬ ▬▬ ▬▬▬▬ ▬▬ ▬ ▬▬▬ ▬▬ ▬▬▬ ▬ ▬▬▬▬ ▬▬ ▬▬▬ ▬ ▬▬ ▬▬▬▬ ▬ ▬▬▬ ▬▬ ▬ ▬▬▬▬ ▬▬ ▬ ▬▬▬ ▬▬▬ ▬ ▬▬ ▬▬▬▬ ▬▬ ▬ ▬▬▬ ▬▬ ▬▬▬ ▬ ▬▬▬▬ ▬▬ ▬▬▬ ▬ ▬▬ ▬▬▬▬: [497, 596, 700, 719]
